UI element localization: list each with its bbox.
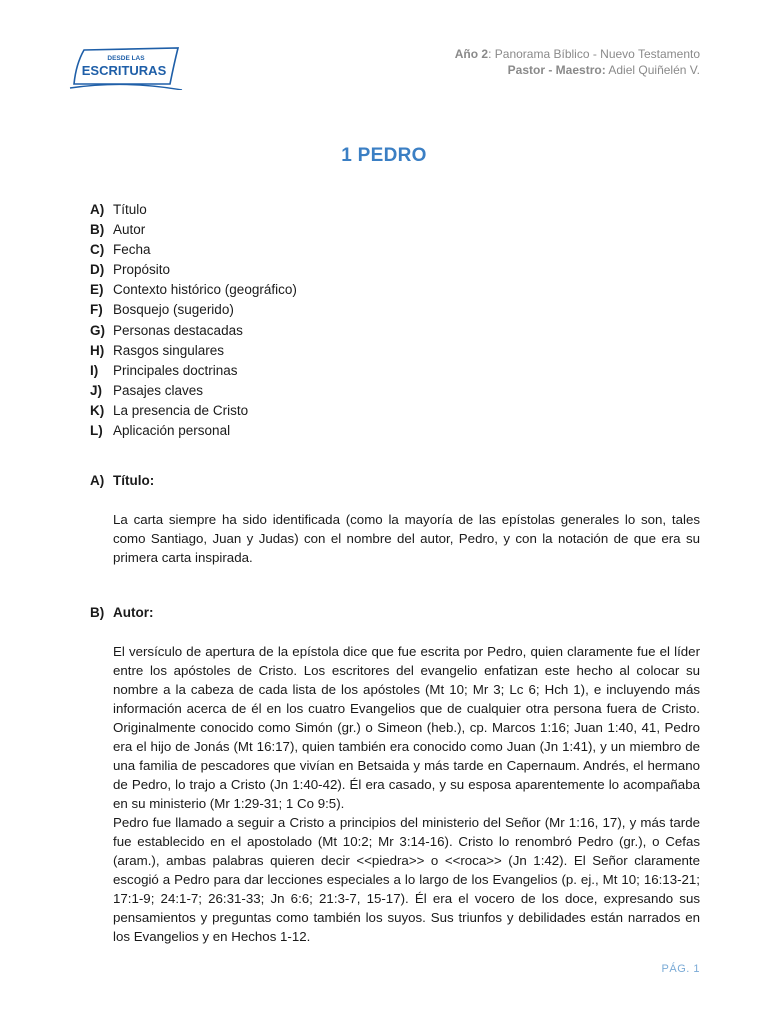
outline-list [90, 200, 297, 441]
outline-item [90, 421, 297, 441]
outline-item [90, 200, 297, 220]
page-number: PÁG. 1 [661, 963, 700, 975]
outline-item-text: Rasgos singulares [113, 342, 225, 358]
header-line-1 [455, 46, 700, 62]
outline-item-letter: E) [90, 282, 104, 298]
outline-item [90, 381, 297, 401]
teacher-name: Adiel Quiñelén V. [605, 63, 700, 77]
section-paragraph: La carta siempre ha sido identificada (como la mayoría de las epístolas generales lo son, tales como Santiago, Juan y Judas) con el nombre del autor, Pedro, y con la notación de que era su primera carta inspirada. [113, 512, 700, 565]
header-line-2 [455, 62, 700, 78]
section-heading-titulo [90, 473, 154, 488]
outline-item-letter: F) [90, 302, 103, 318]
page-title: 1 PEDRO [341, 145, 427, 166]
outline-item-text: Contexto histórico (geográfico) [113, 282, 297, 298]
header-course-info [455, 46, 700, 78]
outline-item [90, 280, 297, 300]
outline-item-letter: C) [90, 242, 105, 258]
outline-item-text: Propósito [113, 262, 171, 278]
outline-item [90, 341, 297, 361]
section-heading-autor [90, 605, 154, 620]
outline-item-letter: D) [90, 262, 105, 278]
ministry-logo [66, 44, 184, 90]
outline-item-text: Fecha [113, 242, 151, 258]
section-letter: B) [90, 605, 105, 620]
outline-item [90, 220, 297, 240]
outline-item-text: Título [113, 202, 147, 217]
course-name: : Panorama Bíblico - Nuevo Testamento [488, 47, 700, 61]
year-label: Año 2 [454, 47, 489, 61]
section-paragraph: El versículo de apertura de la epístola dice que fue escrita por Pedro, quien claramente fue el líder entre los apóstoles de Cristo. Los escritores del evangelio enfatizan este hecho al colocar su nombre a la cabeza de cada lista de los apóstoles (Mt 10; Mr 3; Lc 6; Hch 1), e incluyendo más información acerca de él en los cuatro Evangelios que de cualquier otra persona fuera de Cristo. Originalmente conocido como Simón (gr.) o Simeon (heb.), cp. Marcos 1:16; Juan 1:40, 41, Pedro era el hijo de Jonás (Mt 16:17), quien también era conocido como Juan (Jn 1:41), y un miembro de una familia de pescadores que vivían en Betsaida y más tarde en Capernaum. Andrés, el hermano de Pedro, lo trajo a Cristo (Jn 1:40-42). Él era casado, y su esposa aparentemente lo acompañaba en su ministerio (Mr 1:29-31; 1 Co 9:5). [113, 644, 700, 811]
outline-item-text: Personas destacadas [113, 322, 243, 338]
outline-item-text: Aplicación personal [113, 423, 231, 439]
outline-item-text: Pasajes claves [113, 382, 204, 398]
outline-item-letter: J) [90, 382, 103, 398]
section-heading-text: Título: [113, 473, 155, 488]
outline-item-letter: A) [90, 202, 105, 217]
outline-item-text: Bosquejo (sugerido) [113, 302, 234, 318]
section-heading-text: Autor: [113, 605, 154, 620]
outline-item [90, 260, 297, 280]
outline-item [90, 300, 297, 320]
outline-item-text: Principales doctrinas [113, 362, 238, 378]
outline-item-letter: B) [90, 222, 105, 238]
svg-text:DESDE LAS: DESDE LAS [107, 55, 145, 62]
outline-item-letter: L) [90, 423, 103, 439]
outline-item-letter: I) [90, 362, 99, 378]
outline-item-letter: K) [90, 402, 105, 418]
outline-item [90, 240, 297, 260]
section-paragraph: Pedro fue llamado a seguir a Cristo a principios del ministerio del Señor (Mr 1:16, 17), y más tarde fue establecido en el apostolado (Mt 10:2; Mr 3:14-16). Cristo lo renombró Pedro (gr.), o Cefas (aram.), ambas palabras quieren decir <<piedra>> o <<roca>> (Jn 1:42). El Señor claramente escogió a Pedro para dar lecciones especiales a lo largo de los Evangelios (p. ej., Mt 10; 16:13-21; 17:1-9; 24:1-7; 26:31-33; Jn 6:6; 21:3-7, 15-17). Él era el vocero de los doce, expresando sus pensamientos y preguntas como también los suyos. Sus triunfos y debilidades están narrados en los Evangelios y en Hechos 1-12. [113, 815, 700, 944]
outline-item-text: Autor [113, 222, 146, 238]
section-letter: A) [90, 473, 105, 488]
outline-item [90, 401, 297, 421]
outline-item-text: La presencia de Cristo [113, 402, 249, 418]
outline-item-letter: G) [90, 322, 105, 338]
outline-item [90, 321, 297, 341]
teacher-label: Pastor - Maestro: [507, 63, 606, 77]
outline-item [90, 361, 297, 381]
outline-item-letter: H) [90, 342, 105, 358]
svg-text:ESCRITURAS: ESCRITURAS [81, 63, 167, 78]
